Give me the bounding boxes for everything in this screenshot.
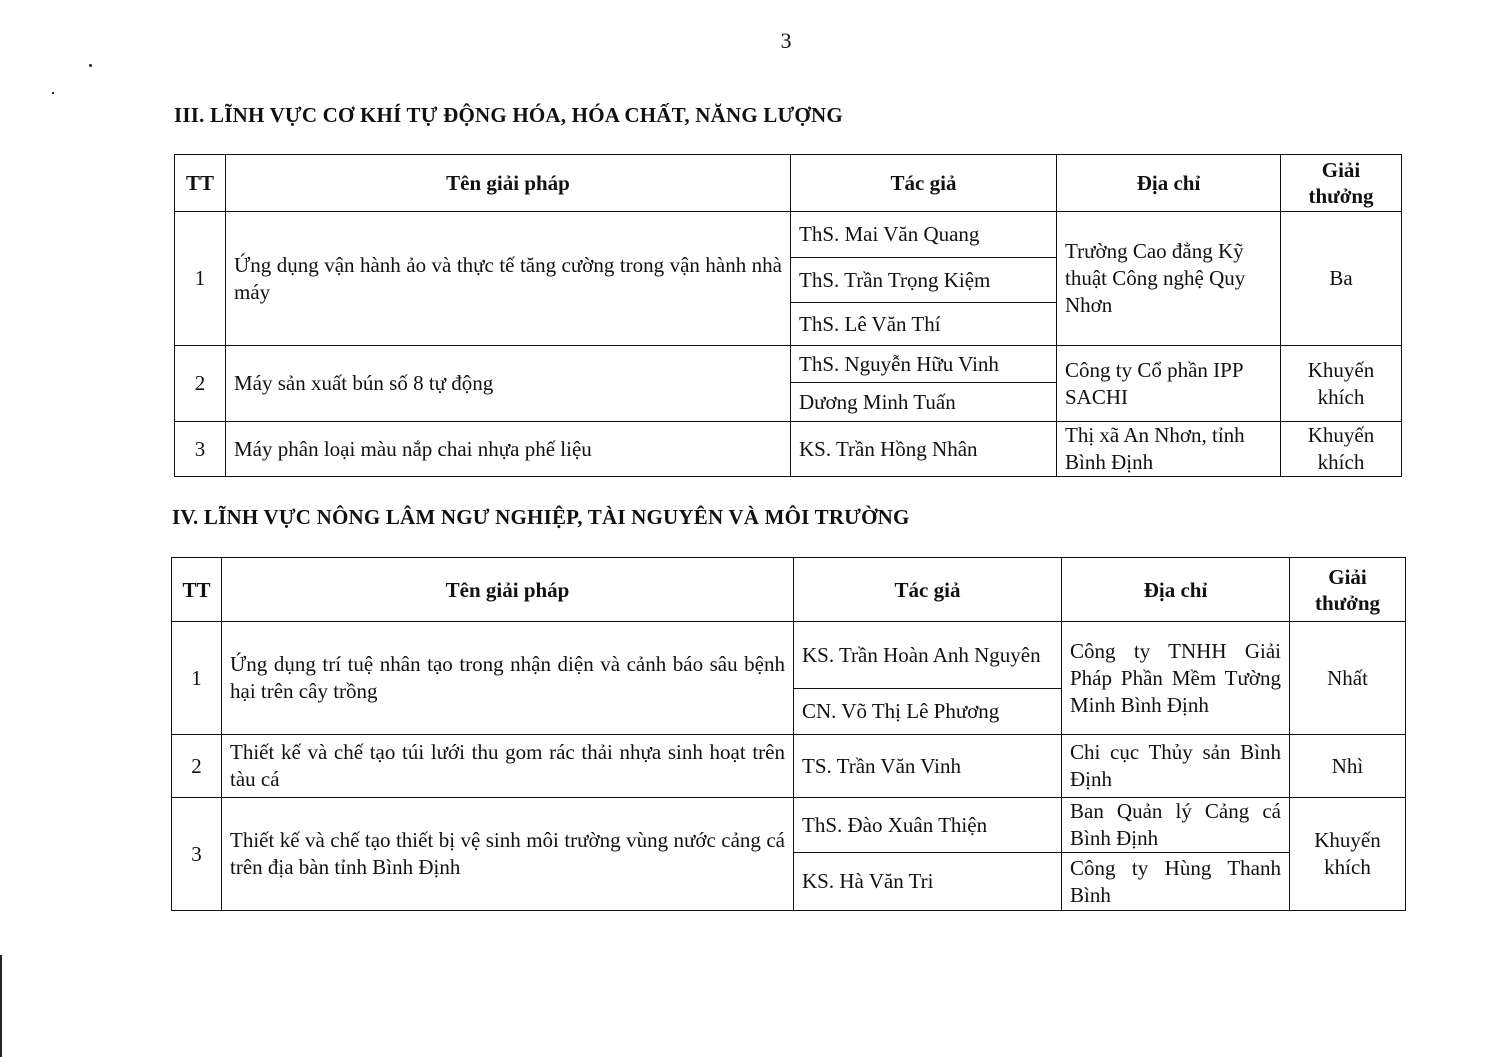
author-name: ThS. Lê Văn Thí (791, 303, 1057, 346)
column-header-tt: TT (175, 155, 226, 212)
column-header-award: Giải thưởng (1290, 558, 1406, 622)
address: Ban Quản lý Cảng cá Bình Định (1062, 798, 1290, 853)
solution-name: Ứng dụng vận hành ảo và thực tế tăng cường trong vận hành nhà máy (226, 212, 791, 346)
solution-name: Ứng dụng trí tuệ nhân tạo trong nhận diện và cảnh báo sâu bệnh hại trên cây trồng (222, 622, 794, 735)
row-number: 3 (175, 422, 226, 477)
table-row (172, 622, 1406, 689)
table-row (175, 346, 1402, 383)
author-name: TS. Trần Văn Vinh (794, 735, 1062, 798)
table-row (175, 422, 1402, 477)
row-number: 2 (172, 735, 222, 798)
award: Nhì (1290, 735, 1406, 798)
row-number: 1 (172, 622, 222, 735)
author-name: ThS. Đào Xuân Thiện (794, 798, 1062, 853)
author-name: KS. Trần Hoàn Anh Nguyên (794, 622, 1062, 689)
award: Ba (1281, 212, 1402, 346)
column-header-authors: Tác giả (791, 155, 1057, 212)
table-header-row (175, 155, 1402, 212)
scan-mark (52, 92, 54, 94)
address: Công ty TNHH Giải Pháp Phần Mềm Tường Minh Bình Định (1062, 622, 1290, 735)
award: Khuyến khích (1290, 798, 1406, 911)
author-name: CN. Võ Thị Lê Phương (794, 689, 1062, 735)
solution-name: Thiết kế và chế tạo túi lưới thu gom rác thải nhựa sinh hoạt trên tàu cá (222, 735, 794, 798)
solution-name: Thiết kế và chế tạo thiết bị vệ sinh môi trường vùng nước cảng cá trên địa bàn tỉnh Bình Định (222, 798, 794, 911)
row-number: 1 (175, 212, 226, 346)
address: Thị xã An Nhơn, tỉnh Bình Định (1057, 422, 1281, 477)
author-name: KS. Hà Văn Tri (794, 853, 1062, 911)
address: Công ty Cổ phần IPP SACHI (1057, 346, 1281, 422)
author-name: Dương Minh Tuấn (791, 383, 1057, 422)
column-header-award: Giải thưởng (1281, 155, 1402, 212)
column-header-solution: Tên giải pháp (226, 155, 791, 212)
column-header-address: Địa chỉ (1062, 558, 1290, 622)
award: Nhất (1290, 622, 1406, 735)
page-number: 3 (780, 28, 792, 53)
award: Khuyến khích (1281, 346, 1402, 422)
section-heading: IV. LĨNH VỰC NÔNG LÂM NGƯ NGHIỆP, TÀI NGUYÊN VÀ MÔI TRƯỜNG (172, 505, 910, 529)
table-row (175, 212, 1402, 258)
awards-table (174, 154, 1402, 477)
section-heading: III. LĨNH VỰC CƠ KHÍ TỰ ĐỘNG HÓA, HÓA CHẤT, NĂNG LƯỢNG (174, 103, 843, 127)
column-header-solution: Tên giải pháp (222, 558, 794, 622)
address: Công ty Hùng Thanh Bình (1062, 853, 1290, 911)
scan-dot (89, 64, 92, 67)
column-header-address: Địa chỉ (1057, 155, 1281, 212)
author-name: ThS. Mai Văn Quang (791, 212, 1057, 258)
table-row (172, 735, 1406, 798)
author-name: ThS. Trần Trọng Kiệm (791, 258, 1057, 303)
row-number: 3 (172, 798, 222, 911)
author-name: ThS. Nguyễn Hữu Vinh (791, 346, 1057, 383)
column-header-authors: Tác giả (794, 558, 1062, 622)
address: Chi cục Thủy sản Bình Định (1062, 735, 1290, 798)
author-name: KS. Trần Hồng Nhân (791, 422, 1057, 477)
column-header-tt: TT (172, 558, 222, 622)
address: Trường Cao đẳng Kỹ thuật Công nghệ Quy Nhơn (1057, 212, 1281, 346)
scan-edge-line (0, 955, 2, 1057)
table-row (172, 798, 1406, 853)
solution-name: Máy phân loại màu nắp chai nhựa phế liệu (226, 422, 791, 477)
award: Khuyến khích (1281, 422, 1402, 477)
solution-name: Máy sản xuất bún số 8 tự động (226, 346, 791, 422)
awards-table (171, 557, 1406, 911)
row-number: 2 (175, 346, 226, 422)
table-header-row (172, 558, 1406, 622)
